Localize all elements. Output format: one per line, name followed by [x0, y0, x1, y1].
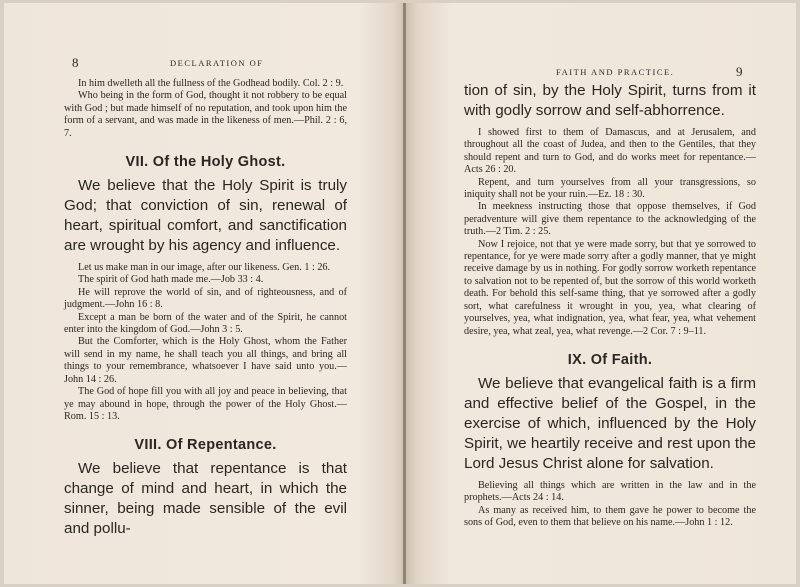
scripture-text: Repent, and turn yourselves from all your transgressions, so iniquity shall not be your ruin.—Ez. 18 : 30. — [464, 176, 756, 201]
running-head: DECLARATION OF — [170, 58, 264, 68]
left-page — [4, 3, 404, 584]
section-heading: IX. Of Faith. — [567, 351, 653, 368]
left-text-column — [64, 78, 347, 539]
scripture-text: In meekness instructing those that oppose themselves, if God peradventure will give them repentance to the acknowledging of the truth.—2 Tim. 2 : 25. — [464, 201, 756, 238]
scripture-text: But the Comforter, which is the Holy Ghost, whom the Father will send in my name, he shall teach you all things, and bring all things to your remembrance, whatsoever I have said unto you.—John 14 : 26. — [64, 336, 347, 385]
scripture-text: Let us make man in our image, after our likeness. Gen. 1 : 26. — [78, 262, 331, 274]
page-number: 9 — [736, 64, 743, 79]
right-text-column — [464, 81, 756, 530]
scripture-text: Who being in the form of God, thought it not robbery to be equal with God ; but made himself of no reputation, and took upon him the form of a servant, and was made in the likeness of men.—Phil. 2 : 6, 7. — [64, 90, 347, 139]
right-page — [406, 3, 796, 584]
section-body: We believe that the Holy Spirit is truly God; that conviction of sin, renewal of heart, spiritual comfort, and sanctification are wrought by his agency and influence. — [64, 177, 347, 255]
page-number: 8 — [72, 55, 79, 70]
scripture-text: Except a man be born of the water and of the Spirit, he cannot enter into the kingdom of God.—John 3 : 5. — [64, 311, 347, 336]
section-body: We believe that repentance is that change of mind and heart, in which the sinner, being made sensible of the evil and pollu- — [64, 460, 347, 538]
running-head: FAITH AND PRACTICE. — [556, 67, 675, 77]
scripture-text: The spirit of God hath made me.—Job 33 : 4. — [78, 274, 264, 286]
section-heading: VIII. Of Repentance. — [134, 437, 277, 454]
scripture-text: In him dwelleth all the fullness of the Godhead bodily. Col. 2 : 9. — [78, 78, 344, 89]
scripture-text: He will reprove the world of sin, and of righteousness, and of judgment.—John 16 : 8. — [64, 286, 347, 311]
scripture-text: As many as received him, to them gave he power to become the sons of God, even to them that believe on his name.—John 1 : 12. — [464, 504, 756, 529]
scripture-text: Believing all things which are written in the law and in the prophets.—Acts 24 : 14. — [464, 479, 756, 504]
book-spread — [4, 3, 796, 584]
section-heading: VII. Of the Holy Ghost. — [125, 154, 286, 171]
section-body: We believe that evangelical faith is a firm and effective belief of the Gospel, in the exercise of which, influenced by the Holy Spirit, we heartily receive and rest upon the Lord Jesus Christ alone for salvation. — [464, 374, 756, 472]
section-body: tion of sin, by the Holy Spirit, turns from it with godly sorrow and self-abhorrence. — [464, 82, 756, 119]
scripture-text: Now I rejoice, not that ye were made sorry, but that ye sorrowed to repentance, for ye were made sorry after a godly manner, that ye might receive damage by us in nothing. For godly sorrow worketh repentance to salvation not to be repented of, but the sorrow of this world worketh death. For behold this self-same thing, that ye sorrowed after a godly sort, what carefulness it wrought in you, yea, what clearing of yourselves, yea, what indignation, yea, what fear, yea, what vehement desire, yea, what zeal, yea, what revenge.—2 Cor. 7 : 9–11. — [464, 238, 756, 337]
scripture-text: The God of hope fill you with all joy and peace in believing, that ye may abound in hope, through the power of the Holy Ghost.—Rom. 15 : 13. — [64, 386, 347, 422]
scripture-text: I showed first to them of Damascus, and at Jerusalem, and throughout all the coast of Judea, and then to the Gentiles, that they should repent and turn to God, and do works meet for repentance.—Acts 26 : 20. — [464, 127, 756, 176]
